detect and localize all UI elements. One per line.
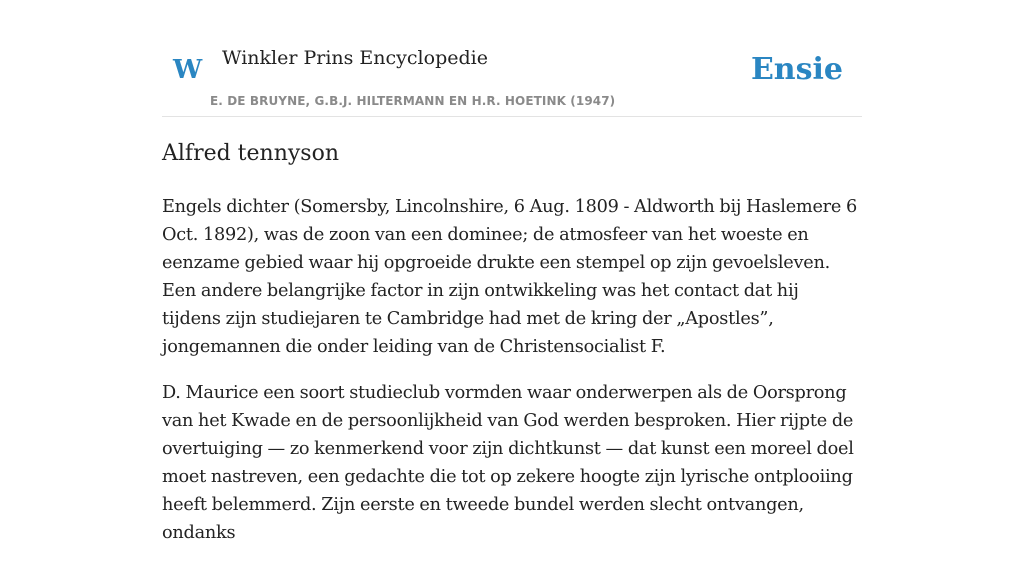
source-header — [162, 0, 862, 117]
article-paragraph-2: D. Maurice een soort studieclub vormden waar onderwerpen als de Oorsprong van het Kwade en de persoonlijkheid van God werden besproken. Hier rijpte de overtuiging — zo kenmerkend voor zijn dichtkunst — dat kunst een moreel doel moet nastreven, een gedachte die tot op zekere hoogte zijn lyrische ontplooiing heeft belemmerd. Zijn eerste en tweede bundel werden slecht ontvangen, ondanks — [162, 383, 854, 543]
source-authors: E. DE BRUYNE, G.B.J. HILTERMANN EN H.R. HOETINK (1947) — [210, 94, 616, 108]
brand-logo[interactable]: Ensie — [750, 52, 843, 87]
article-paragraph-1: Engels dichter (Somersby, Lincolnshire, 6 Aug. 1809 - Aldworth bij Haslemere 6 Oct. 1892), was de zoon van een dominee; de atmosfeer van het woeste en eenzame gebied waar hij opgroeide drukte een stempel op zijn gevoelsleven. Een andere belangrijke factor in zijn ontwikkeling was het contact dat hij tijdens zijn studiejaren te Cambridge had met de kring der „Apostles”, jongemannen die onder leiding van de Christensocialist F. — [162, 197, 857, 357]
source-logo[interactable]: W — [173, 55, 203, 85]
article — [162, 137, 862, 565]
article-title: Alfred tennyson — [162, 141, 340, 166]
source-title[interactable]: Winkler Prins Encyclopedie — [222, 47, 488, 69]
